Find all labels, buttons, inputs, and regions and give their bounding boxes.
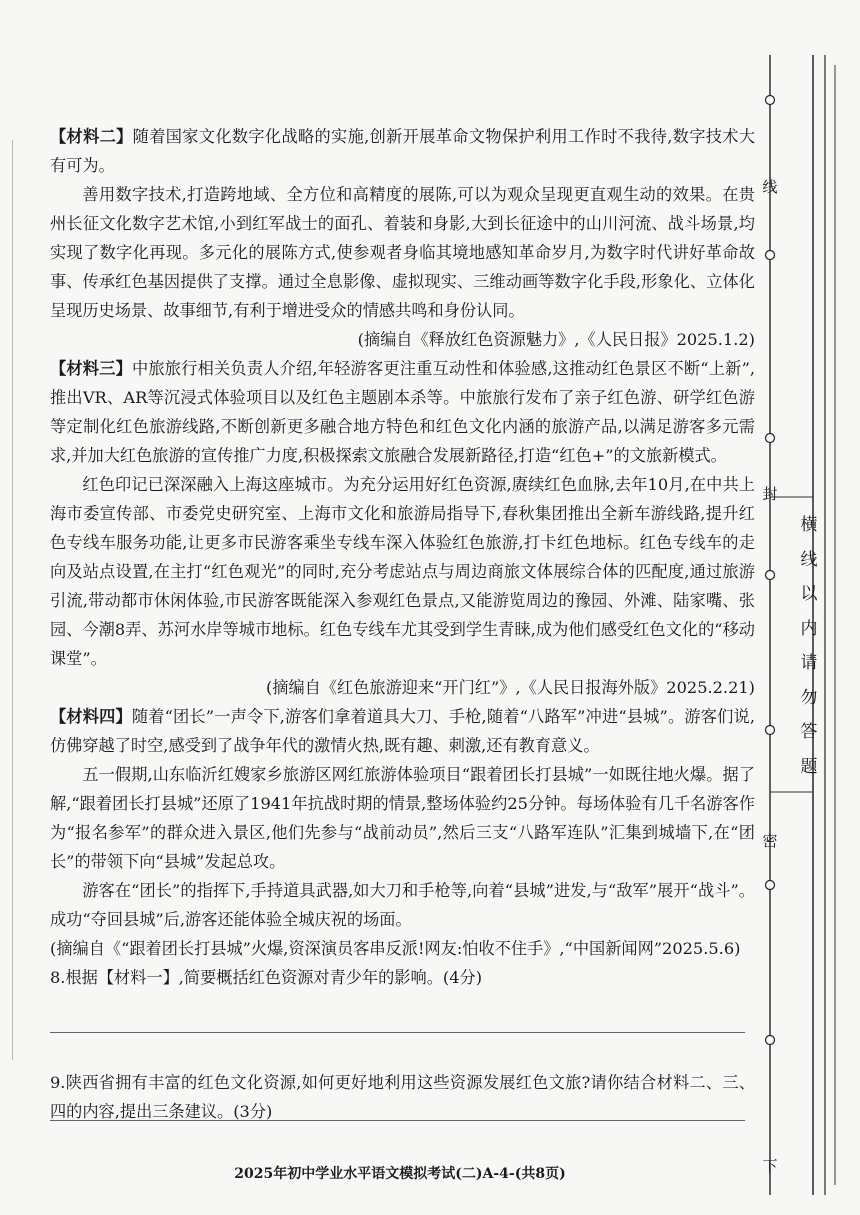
binding-char-mi: 密 [762,832,778,850]
material3-p1: 中旅旅行相关负责人介绍,年轻游客更注重互动性和体验感,这推动红色景区不断“上新”,推出VR、AR等沉浸式体验项目以及红色主题剧本杀等。中旅旅行发布了亲子红色游、研学红色游等定制化红色旅游线路,不断创新更多融合地方特色和红色文化内涵的旅游产品,以满足游客多元需求,并加大红色旅游的宣传推广力度,积极探索文旅融合发展新路径,打造“红色+”的文旅新模式。 [50,359,755,465]
material4-p3: 游客在“团长”的指挥下,手持道具武器,如大刀和手枪等,向着“县城”进发,与“敌军”展开“战斗”。成功“夺回县城”后,游客还能体验全城庆祝的场面。 [50,881,755,929]
material3-intro [50,354,755,470]
material2-tag: 【材料二】 [50,127,133,146]
material2-p1: 随着国家文化数字化战略的实施,创新开展革命文物保护利用工作时不我待,数字技术大有可为。 [50,127,756,175]
material4-source: (摘编自《“跟着团长打县城”火爆,资深演员客串反派!网友:怕收不住手》,“中国新闻网”2025.5.6) [50,939,741,958]
answer-line-8 [50,1032,745,1033]
binding-dot [766,571,775,580]
binding-char-feng: 封 [762,485,778,503]
page-footer: 2025年初中学业水平语文模拟考试(二)A-4-(共8页) [234,1166,566,1182]
binding-notice: 横线以内请勿答题 [800,515,818,777]
material4-p2: 五一假期,山东临沂红嫂家乡旅游区网红旅游体验项目“跟着团长打县城”一如既往地火爆。据了解,“跟着团长打县城”还原了1941年抗战时期的情景,整场体验约25分钟。每场体验有几千名游客作为“报名参军”的群众进入景区,他们先参与“战前动员”,然后三支“八路军连队”汇集到城墙下,在“团长”的带领下向“县城”发起总攻。 [50,765,755,871]
question-8: 8.根据【材料一】,简要概括红色资源对青少年的影响。(4分) [50,968,483,987]
binding-dot [766,881,775,890]
binding-dot [766,1036,775,1045]
material2-source: (摘编自《释放红色资源魅力》,《人民日报》2025.1.2) [357,330,755,349]
exam-content [50,122,755,1126]
material4-tag: 【材料四】 [50,707,132,726]
binding-dot [766,434,775,443]
binding-dot [766,96,775,105]
binding-char-xia: 下 [762,1157,778,1175]
material4-intro [50,702,755,760]
material3-tag: 【材料三】 [50,359,132,378]
page-left-border [12,140,13,1060]
material3-source: (摘编自《红色旅游迎来“开门红”》,《人民日报海外版》2025.2.21) [265,678,755,697]
answer-area-8[interactable] [50,992,755,1052]
binding-char-xian: 线 [762,178,778,196]
binding-dot [766,251,775,260]
material3-p2: 红色印记已深深融入上海这座城市。为充分运用好红色资源,赓续红色血脉,去年10月,在中共上海市委宣传部、市委党史研究室、上海市文化和旅游局指导下,春秋集团推出全新车游线路,提升红色专线车服务功能,让更多市民游客乘坐专线车深入体验红色旅游,打卡红色地标。红色专线车的走向及站点设置,在主打“红色观光”的同时,充分考虑站点与周边商旅文体展综合体的匹配度,通过旅游引流,带动都市休闲体验,市民游客既能深入参观红色景点,又能游览周边的豫园、外滩、陆家嘴、张园、今潮8弄、苏河水岸等城市地标。红色专线车尤其受到学生青睐,成为他们感受红色文化的“移动课堂”。 [50,475,755,668]
material2-p2: 善用数字技术,打造跨地域、全方位和高精度的展陈,可以为观众呈现更直观生动的效果。在贵州长征文化数字艺术馆,小到红军战士的面孔、着装和身影,大到长征途中的山川河流、战斗场景,均实现了数字化再现。多元化的展陈方式,使参观者身临其境地感知革命岁月,为数字时代讲好革命故事、传承红色基因提供了支撑。通过全息影像、虚拟现实、三维动画等数字化手段,形象化、立体化呈现历史场景、故事细节,有利于增进受众的情感共鸣和身份认同。 [50,185,755,320]
binding-dot [766,726,775,735]
material4-p1: 随着“团长”一声令下,游客们拿着道具大刀、手枪,随着“八路军”冲进“县城”。游客们说,仿佛穿越了时空,感受到了战争年代的激情火热,既有趣、刺激,还有教育意义。 [50,707,756,755]
material2-intro [50,122,755,180]
answer-line-9 [50,1120,745,1121]
question-9: 9.陕西省拥有丰富的红色文化资源,如何更好地利用这些资源发展红色文旅?请你结合材料二、三、四的内容,提出三条建议。(3分) [50,1073,755,1121]
